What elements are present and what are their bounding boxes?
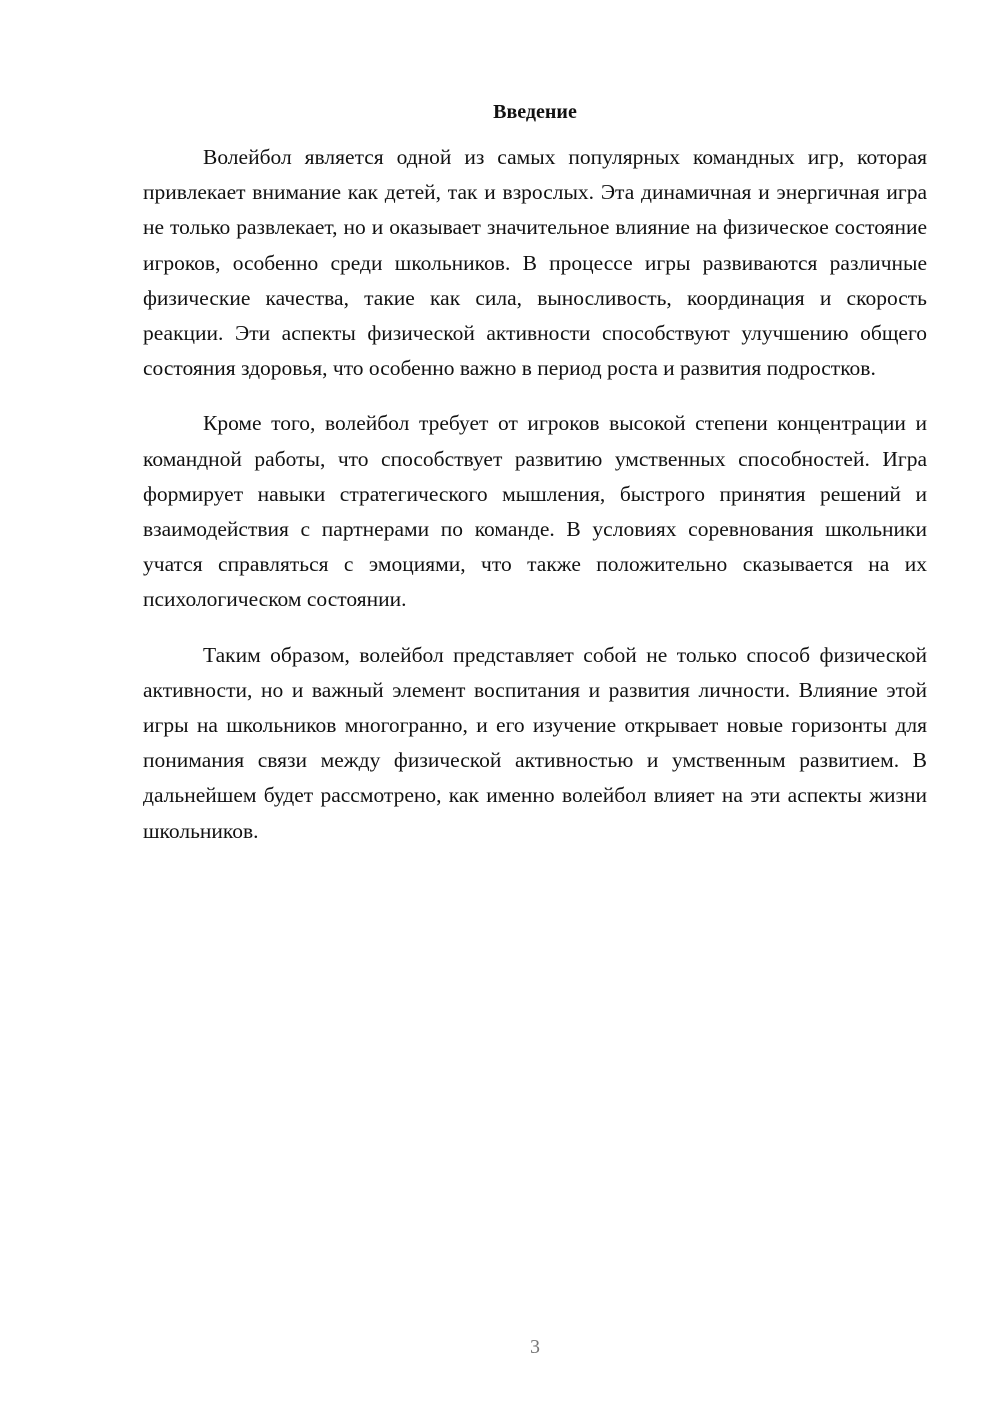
paragraph-mental-skills: Кроме того, волейбол требует от игроков высокой степени концентрации и командной работы, что способствует развитию умственных способностей. Игра формирует навыки стратегического мышления, быстрого принятия решений и взаимодействия с партнерами по команде. В условиях соревнования школьники учатся справляться с эмоциями, что также положительно сказывается на их психологическом состоянии. (143, 411, 927, 612)
paragraph-intro: Волейбол является одной из самых популярных командных игр, которая привлекает внимание как детей, так и взрослых. Эта динамичная и энергичная игра не только развлекает, но и оказывает значительное влияние на физическое состояние игроков, особенно среди школьников. В процессе игры развиваются различные физические качества, такие как сила, выносливость, координация и скорость реакции. Эти аспекты физической активности способствуют улучшению общего состояния здоровья, что особенно важно в период роста и развития подростков. (143, 145, 927, 381)
paragraph-conclusion: Таким образом, волейбол представляет собой не только способ физической активности, но и важный элемент воспитания и развития личности. Влияние этой игры на школьников многогранно, и его изучение открывает новые горизонты для понимания связи между физической активностью и умственным развитием. В дальнейшем будет рассмотрено, как именно волейбол влияет на эти аспекты жизни школьников. (143, 642, 927, 843)
page-number: 3 (530, 1336, 540, 1358)
page-content (143, 96, 927, 869)
section-title: Введение (493, 101, 577, 123)
